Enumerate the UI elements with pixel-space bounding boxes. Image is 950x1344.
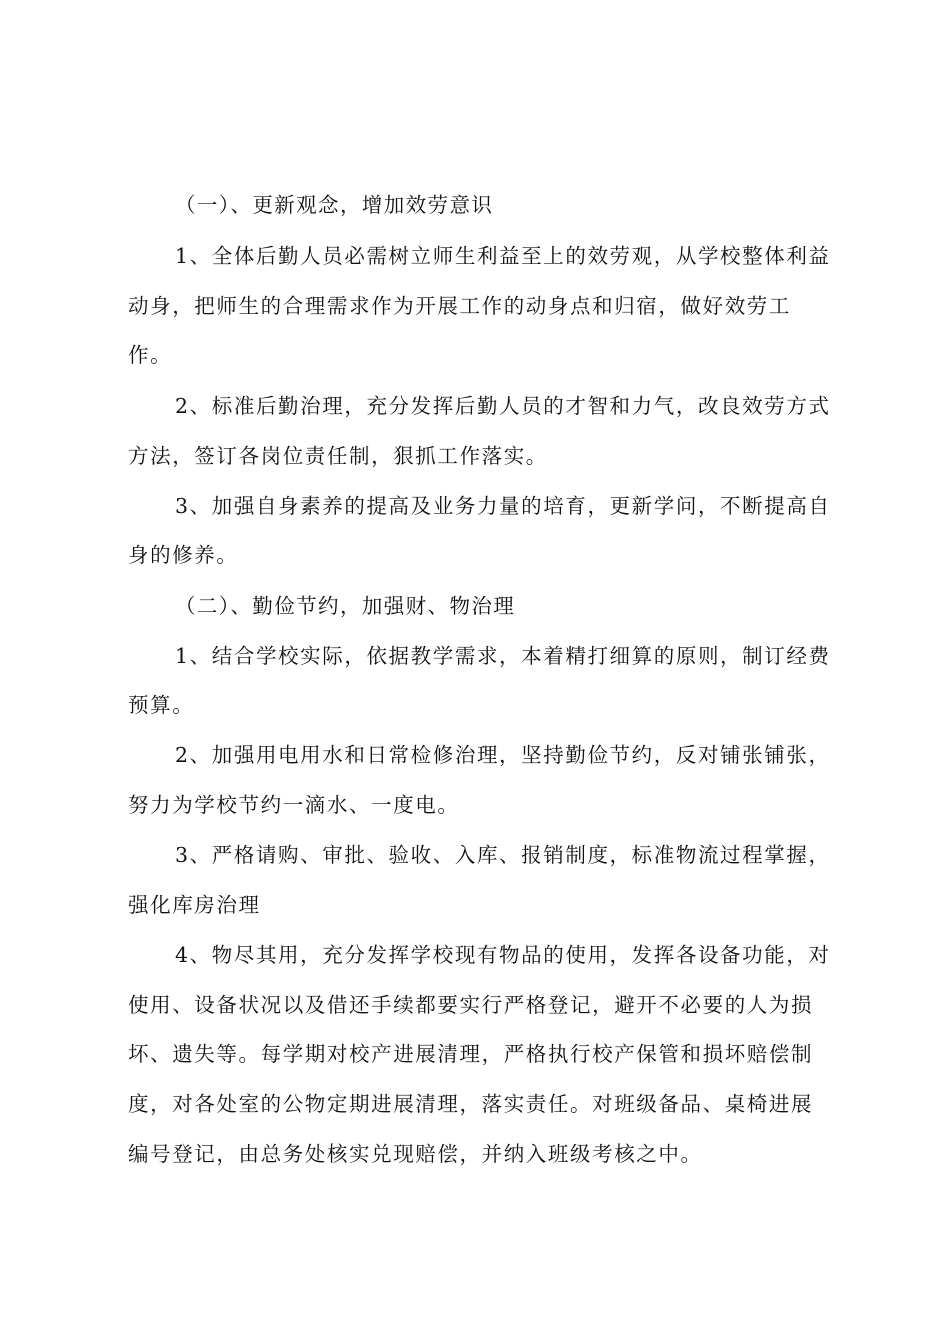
paragraph-line: 作。 — [128, 343, 173, 367]
paragraph-line: 编号登记，由总务处核实兑现赔偿，并纳入班级考核之中。 — [128, 1142, 703, 1166]
paragraph-line: 2、标准后勤治理，充分发挥后勤人员的才智和力气，改良效劳方式 — [175, 394, 831, 418]
paragraph-line: 使用、设备状况以及借还手续都要实行严格登记，避开不必要的人为损 — [128, 993, 814, 1017]
section-heading-2: （二）、勤俭节约，加强财、物治理 — [175, 594, 516, 618]
paragraph-line: 2、加强用电用水和日常检修治理，坚持勤俭节约，反对铺张铺张， — [175, 743, 831, 767]
paragraph-line: 1、结合学校实际，依据教学需求，本着精打细算的原则，制订经费 — [175, 644, 831, 668]
paragraph-line: 3、加强自身素养的提高及业务力量的培育，更新学问，不断提高自 — [175, 494, 831, 518]
paragraph-line: 努力为学校节约一滴水、一度电。 — [128, 793, 460, 817]
paragraph-line: 坏、遗失等。每学期对校产进展清理，严格执行校产保管和损坏赔偿制 — [128, 1042, 814, 1066]
paragraph-line: 4、物尽其用，充分发挥学校现有物品的使用，发挥各设备功能，对 — [175, 943, 831, 967]
paragraph-line: 3、严格请购、审批、验收、入库、报销制度，标准物流过程掌握， — [175, 843, 831, 867]
paragraph-line: 方法，签订各岗位责任制，狠抓工作落实。 — [128, 444, 548, 468]
paragraph-line: 身的修养。 — [128, 543, 239, 567]
paragraph-line: 1、全体后勤人员必需树立师生利益至上的效劳观，从学校整体利益 — [175, 244, 831, 268]
paragraph-line: 动身，把师生的合理需求作为开展工作的动身点和归宿，做好效劳工 — [128, 294, 791, 318]
paragraph-line: 预算。 — [128, 693, 195, 717]
section-heading-1: （一）、更新观念，增加效劳意识 — [175, 193, 494, 217]
paragraph-line: 强化库房治理 — [128, 893, 261, 917]
paragraph-line: 度，对各处室的公物定期进展清理，落实责任。对班级备品、桌椅进展 — [128, 1092, 814, 1116]
